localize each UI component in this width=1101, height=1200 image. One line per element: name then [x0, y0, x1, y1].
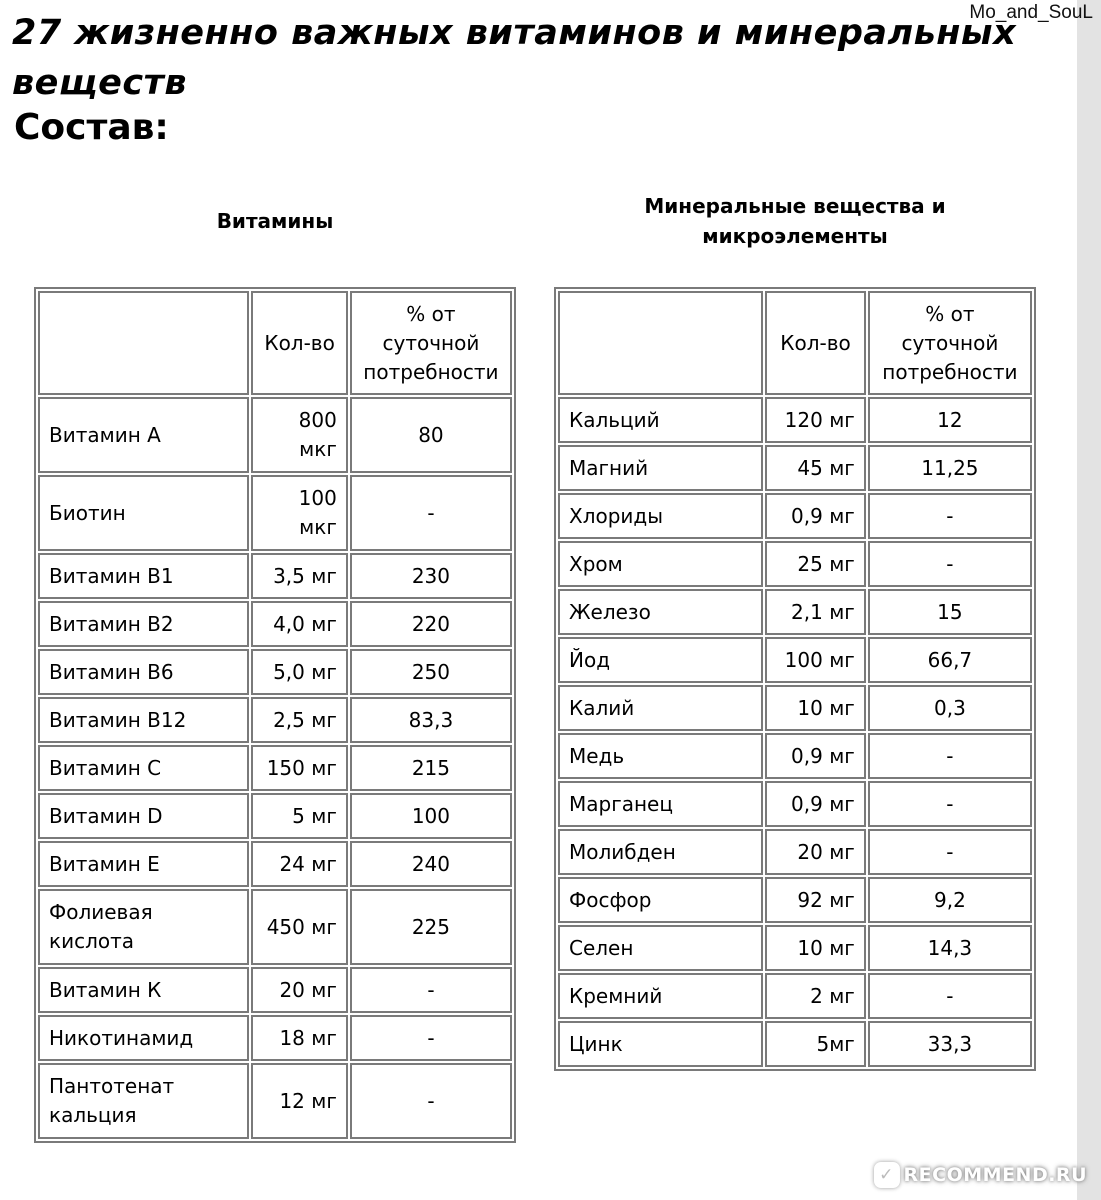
- nutrient-name: Пантотенат кальция: [38, 1063, 249, 1139]
- nutrient-amount: 150 мг: [251, 745, 347, 791]
- nutrient-percent: 100: [350, 793, 512, 839]
- nutrient-percent: 83,3: [350, 697, 512, 743]
- table-row: [558, 541, 1032, 587]
- nutrient-name: Хром: [558, 541, 763, 587]
- watermark-username: Mo_and_SouL: [969, 2, 1093, 23]
- nutrient-percent: 12: [868, 397, 1032, 443]
- nutrient-percent: 240: [350, 841, 512, 887]
- nutrient-name: Биотин: [38, 475, 249, 551]
- nutrient-percent: -: [868, 973, 1032, 1019]
- nutrient-percent: -: [350, 1015, 512, 1061]
- nutrient-amount: 0,9 мг: [765, 733, 866, 779]
- nutrient-name: Витамин D: [38, 793, 249, 839]
- nutrient-name: Марганец: [558, 781, 763, 827]
- nutrient-percent: -: [868, 733, 1032, 779]
- nutrient-amount: 0,9 мг: [765, 493, 866, 539]
- table-row: [558, 829, 1032, 875]
- table-row: [558, 637, 1032, 683]
- nutrient-name: Хлориды: [558, 493, 763, 539]
- table-row: [38, 793, 512, 839]
- table-row: [38, 397, 512, 473]
- nutrient-percent: 225: [350, 889, 512, 965]
- nutrient-name: Магний: [558, 445, 763, 491]
- minerals-table: [554, 287, 1036, 1071]
- table-row: [558, 685, 1032, 731]
- nutrient-percent: -: [868, 541, 1032, 587]
- nutrient-percent: -: [350, 967, 512, 1013]
- table-row: [558, 877, 1032, 923]
- scrollbar-track[interactable]: [1077, 0, 1101, 1200]
- nutrient-amount: 100 мкг: [251, 475, 347, 551]
- nutrient-name: Железо: [558, 589, 763, 635]
- nutrient-amount: 10 мг: [765, 685, 866, 731]
- nutrient-name: Витамин В1: [38, 553, 249, 599]
- table-row: [558, 445, 1032, 491]
- nutrient-percent: 33,3: [868, 1021, 1032, 1067]
- nutrient-amount: 20 мг: [251, 967, 347, 1013]
- nutrient-name: Селен: [558, 925, 763, 971]
- header-amount-cell: Кол-во: [251, 291, 347, 395]
- table-row: [38, 967, 512, 1013]
- nutrient-name: Витамин С: [38, 745, 249, 791]
- nutrient-percent: -: [868, 493, 1032, 539]
- nutrient-name: Медь: [558, 733, 763, 779]
- nutrient-amount: 100 мг: [765, 637, 866, 683]
- vitamins-heading: Витамины: [216, 209, 334, 233]
- table-row: [38, 745, 512, 791]
- nutrient-name: Фолиевая кислота: [38, 889, 249, 965]
- header-name-cell: [38, 291, 249, 395]
- nutrient-amount: 5мг: [765, 1021, 866, 1067]
- nutrient-percent: -: [350, 1063, 512, 1139]
- nutrient-name: Фосфор: [558, 877, 763, 923]
- nutrient-name: Витамин А: [38, 397, 249, 473]
- table-row: [558, 733, 1032, 779]
- nutrient-name: Цинк: [558, 1021, 763, 1067]
- nutrient-percent: -: [868, 781, 1032, 827]
- table-row: [38, 649, 512, 695]
- nutrient-percent: 14,3: [868, 925, 1032, 971]
- nutrient-percent: 80: [350, 397, 512, 473]
- nutrient-amount: 4,0 мг: [251, 601, 347, 647]
- nutrient-name: Никотинамид: [38, 1015, 249, 1061]
- nutrient-name: Витамин Е: [38, 841, 249, 887]
- nutrient-amount: 45 мг: [765, 445, 866, 491]
- nutrient-amount: 18 мг: [251, 1015, 347, 1061]
- nutrient-name: Кальций: [558, 397, 763, 443]
- table-row: [38, 475, 512, 551]
- header-percent-cell: % от суточной потребности: [868, 291, 1032, 395]
- vitamins-header-row: [38, 291, 512, 395]
- nutrient-percent: 215: [350, 745, 512, 791]
- nutrient-amount: 2 мг: [765, 973, 866, 1019]
- header-amount-cell: Кол-во: [765, 291, 866, 395]
- vitamins-table: [34, 287, 516, 1143]
- nutrient-percent: 220: [350, 601, 512, 647]
- table-row: [38, 601, 512, 647]
- nutrient-amount: 2,1 мг: [765, 589, 866, 635]
- nutrient-amount: 10 мг: [765, 925, 866, 971]
- minerals-heading: Минеральные вещества и микроэлементы: [644, 194, 946, 248]
- nutrient-percent: 0,3: [868, 685, 1032, 731]
- nutrient-percent: 11,25: [868, 445, 1032, 491]
- header-name-cell: [558, 291, 763, 395]
- nutrient-amount: 3,5 мг: [251, 553, 347, 599]
- minerals-header-row: [558, 291, 1032, 395]
- nutrient-name: Молибден: [558, 829, 763, 875]
- table-row: [38, 1063, 512, 1139]
- nutrient-name: Витамин В12: [38, 697, 249, 743]
- recommend-badge-icon: ✓: [874, 1162, 900, 1188]
- nutrient-amount: 20 мг: [765, 829, 866, 875]
- nutrient-amount: 5 мг: [251, 793, 347, 839]
- table-row: [38, 553, 512, 599]
- nutrient-percent: 15: [868, 589, 1032, 635]
- nutrient-percent: -: [868, 829, 1032, 875]
- nutrient-amount: 5,0 мг: [251, 649, 347, 695]
- nutrient-amount: 450 мг: [251, 889, 347, 965]
- table-row: [558, 397, 1032, 443]
- table-row: [558, 493, 1032, 539]
- nutrient-amount: 120 мг: [765, 397, 866, 443]
- header-percent-cell: % от суточной потребности: [350, 291, 512, 395]
- nutrient-amount: 12 мг: [251, 1063, 347, 1139]
- nutrient-name: Калий: [558, 685, 763, 731]
- nutrient-name: Витамин К: [38, 967, 249, 1013]
- nutrient-name: Кремний: [558, 973, 763, 1019]
- nutrient-name: Витамин В6: [38, 649, 249, 695]
- nutrient-amount: 25 мг: [765, 541, 866, 587]
- table-row: [38, 841, 512, 887]
- nutrient-amount: 92 мг: [765, 877, 866, 923]
- nutrient-amount: 0,9 мг: [765, 781, 866, 827]
- table-row: [558, 925, 1032, 971]
- table-row: [558, 589, 1032, 635]
- table-row: [38, 1015, 512, 1061]
- table-row: [558, 973, 1032, 1019]
- nutrient-percent: -: [350, 475, 512, 551]
- nutrient-percent: 9,2: [868, 877, 1032, 923]
- table-row: [38, 697, 512, 743]
- recommend-logo: [874, 1162, 1087, 1188]
- table-row: [558, 781, 1032, 827]
- recommend-logo-text: RECOMMEND.RU: [903, 1164, 1087, 1186]
- composition-heading: Состав:: [14, 107, 169, 148]
- nutrient-amount: 2,5 мг: [251, 697, 347, 743]
- nutrient-amount: 24 мг: [251, 841, 347, 887]
- nutrient-amount: 800 мкг: [251, 397, 347, 473]
- table-row: [558, 1021, 1032, 1067]
- table-row: [38, 889, 512, 965]
- nutrient-percent: 66,7: [868, 637, 1032, 683]
- nutrient-name: Йод: [558, 637, 763, 683]
- page-title: 27 жизненно важных витаминов и минеральных веществ: [12, 13, 1017, 103]
- nutrient-percent: 250: [350, 649, 512, 695]
- nutrient-percent: 230: [350, 553, 512, 599]
- nutrient-name: Витамин В2: [38, 601, 249, 647]
